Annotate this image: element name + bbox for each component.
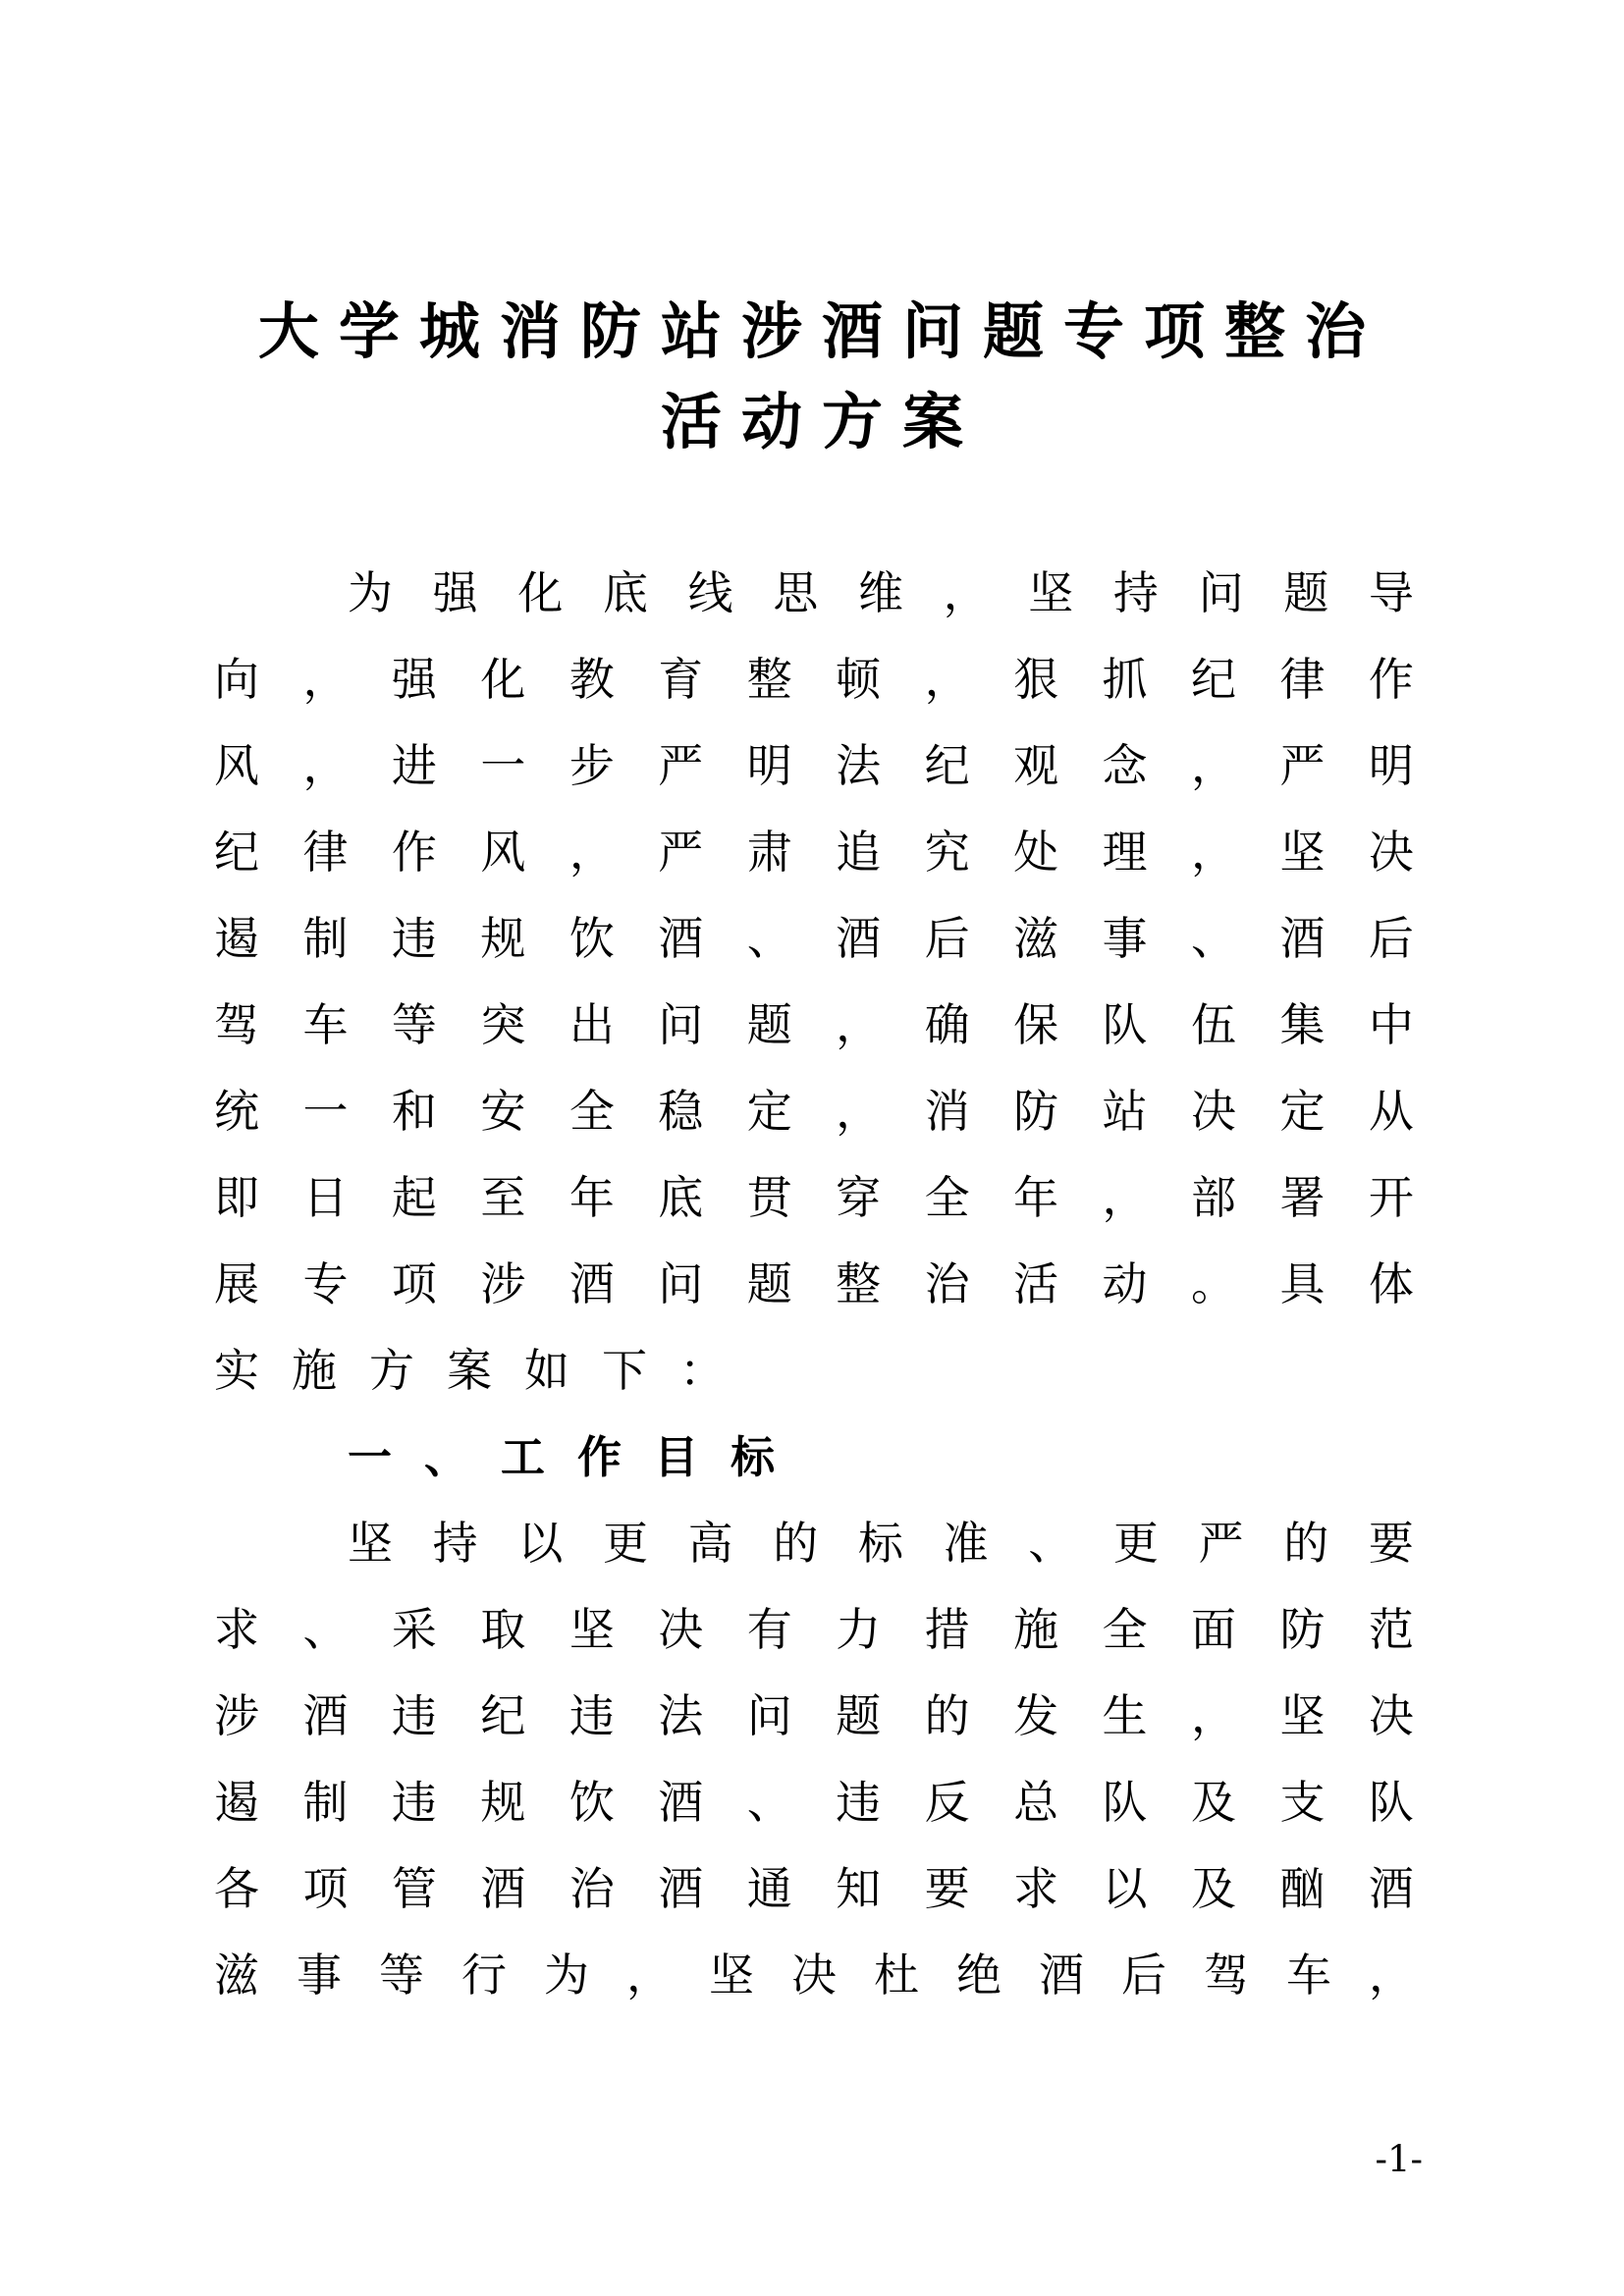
paragraph1-line-4: 纪 律 作 风 ， 严 肃 追 究 处 理 ， 坚 决 [214,826,1414,879]
page-footer [1375,2138,1423,2181]
paragraph2-line-6: 滋 事 等 行 为 ， 坚 决 杜 绝 酒 后 驾 车 ， [214,1949,1414,2002]
section-heading: 一 、 工 作 目 标 [348,1430,776,1483]
paragraph2-line-3: 涉 酒 违 纪 违 法 问 题 的 发 生 ， 坚 决 [214,1689,1414,1742]
paragraph1-line-2: 向 ， 强 化 教 育 整 顿 ， 狠 抓 纪 律 作 [214,653,1414,706]
paragraph2-line-5: 各 项 管 酒 治 酒 通 知 要 求 以 及 酗 酒 [214,1862,1414,1915]
paragraph1-line-1: 为 强 化 底 线 思 维 ， 坚 持 问 题 导 [348,566,1414,619]
page-number: -1- [1375,2138,1423,2180]
title-line-1: 大 学 城 消 防 站 涉 酒 问 题 专 项 整 治 [257,295,1367,367]
document-title [0,0,1624,467]
paragraph2-line-4: 遏 制 违 规 饮 酒 、 违 反 总 队 及 支 队 [214,1776,1414,1829]
paragraph1-line-6: 驾 车 等 突 出 问 题 ， 确 保 队 伍 集 中 [214,998,1414,1051]
paragraph1-line-7: 统 一 和 安 全 稳 定 ， 消 防 站 决 定 从 [214,1085,1414,1138]
paragraph2-line-1: 坚 持 以 更 高 的 标 准 、 更 严 的 要 [348,1517,1414,1570]
paragraph1-line-9: 展 专 项 涉 酒 问 题 整 治 活 动 。 具 体 [214,1257,1414,1310]
title-line-2: 活 动 方 案 [660,386,964,457]
document-body [214,550,1414,2018]
paragraph1-line-5: 遏 制 违 规 饮 酒 、 酒 后 滋 事 、 酒 后 [214,912,1414,965]
paragraph1-line-3: 风 ， 进 一 步 严 明 法 纪 观 念 ， 严 明 [214,739,1414,792]
paragraph1-line-8: 即 日 起 至 年 底 贯 穿 全 年 ， 部 署 开 [214,1171,1414,1224]
paragraph1-line-10: 实 施 方 案 如 下 ： [214,1344,725,1397]
paragraph2-line-2: 求 、 采 取 坚 决 有 力 措 施 全 面 防 范 [214,1603,1414,1656]
